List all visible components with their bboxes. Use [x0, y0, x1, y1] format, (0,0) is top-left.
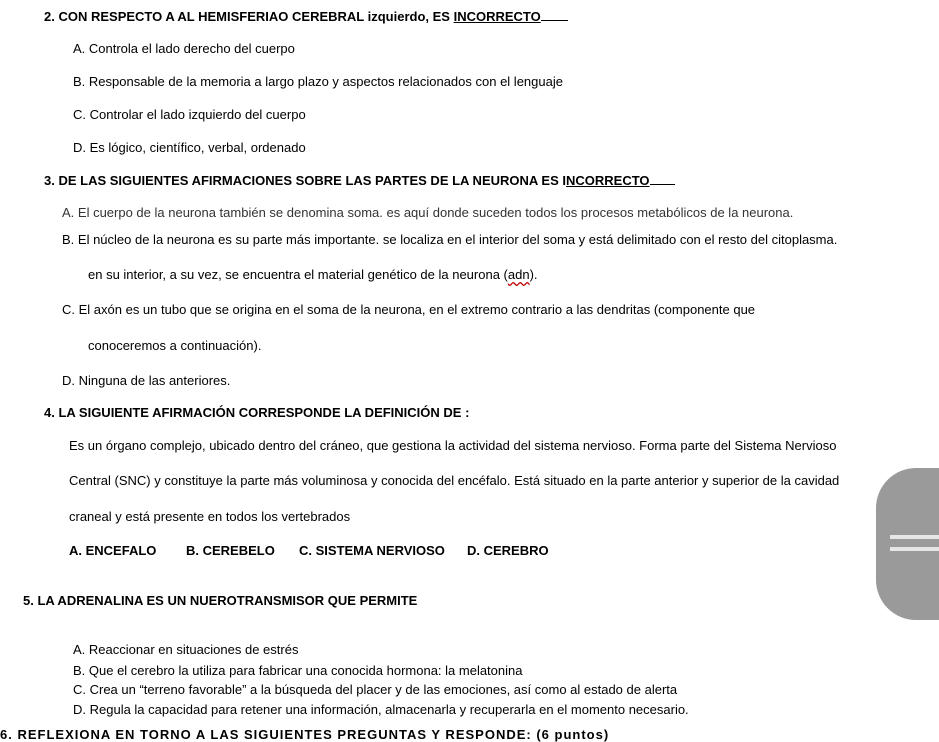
question-6-stem-cutoff: 6. REFLEXIONA EN TORNO A LAS SIGUIENTES PREGUNTAS Y RESPONDE: (6 puntos) — [0, 727, 610, 742]
question-4-option-c: C. SISTEMA NERVIOSO — [299, 543, 445, 558]
question-4-text-line2: Central (SNC) y constituye la parte más voluminosa y conocida del encéfalo. Está situado en la parte anterior y superior de la cavidad — [69, 473, 840, 488]
question-4-option-a: A. ENCEFALO — [69, 543, 157, 558]
question-3-text: 3. DE LAS SIGUIENTES AFIRMACIONES SOBRE LAS PARTES DE LA NEURONA ES I — [44, 173, 566, 188]
question-5-option-a: A. Reaccionar en situaciones de estrés — [73, 642, 299, 657]
question-5-stem: 5. LA ADRENALINA ES UN NUEROTRANSMISOR QUE PERMITE — [23, 593, 418, 608]
question-2-option-b: B. Responsable de la memoria a largo plazo y aspectos relacionados con el lenguaje — [73, 74, 563, 89]
question-2-option-a: A. Controla el lado derecho del cuerpo — [73, 41, 295, 56]
question-3-option-b-line2-pre: en su interior, a su vez, se encuentra el material genético de la neurona ( — [88, 267, 508, 282]
question-3-option-b-line2-post: ). — [529, 267, 538, 282]
question-2-emphasis: INCORRECTO — [453, 9, 541, 24]
side-panel-handle[interactable] — [876, 468, 939, 620]
question-4-option-d: D. CEREBRO — [467, 543, 549, 558]
question-2-blank — [541, 8, 568, 21]
question-2-number: 2. — [44, 9, 55, 24]
handle-grip-top — [890, 535, 939, 539]
spellcheck-word: adn — [507, 267, 530, 282]
question-4-text-line3: craneal y está presente en todos los vertebrados — [69, 509, 351, 524]
question-3-option-c-line1: C. El axón es un tubo que se origina en el soma de la neurona, en el extremo contrario a las dendritas (componente que — [62, 302, 756, 317]
question-4-text-line1: Es un órgano complejo, ubicado dentro del cráneo, que gestiona la actividad del sistema nervioso. Forma parte del Sistema Nervioso — [69, 438, 837, 453]
question-3-option-c-line2: conoceremos a continuación). — [88, 338, 262, 353]
question-3-option-d: D. Ninguna de las anteriores. — [62, 373, 231, 388]
question-2-stem — [44, 8, 568, 25]
question-3-stem — [44, 172, 675, 189]
question-5-option-c: C. Crea un “terreno favorable” a la búsqueda del placer y de las emociones, así como al estado de alerta — [73, 682, 678, 697]
question-2-option-c: C. Controlar el lado izquierdo del cuerpo — [73, 107, 306, 122]
question-3-option-b-line2 — [88, 267, 538, 283]
question-3-emphasis: NCORRECTO — [565, 173, 650, 188]
question-3-option-b-line1: B. El núcleo de la neurona es su parte más importante. se localiza en el interior del soma y está delimitado con el resto del citoplasma. — [62, 232, 838, 247]
question-2-text: CON RESPECTO A AL HEMISFERIAO CEREBRAL izquierdo, ES — [58, 9, 454, 24]
question-5-option-b: B. Que el cerebro la utiliza para fabricar una conocida hormona: la melatonina — [73, 663, 523, 678]
question-4-stem: 4. LA SIGUIENTE AFIRMACIÓN CORRESPONDE LA DEFINICIÓN DE : — [44, 405, 470, 420]
question-3-option-a: A. El cuerpo de la neurona también se denomina soma. es aquí donde suceden todos los procesos metabólicos de la neurona. — [62, 205, 794, 220]
handle-grip-bottom — [890, 547, 939, 551]
question-2-option-d: D. Es lógico, científico, verbal, ordenado — [73, 140, 306, 155]
question-4-option-b: B. CEREBELO — [186, 543, 275, 558]
question-3-blank — [650, 172, 675, 185]
question-5-option-d: D. Regula la capacidad para retener una información, almacenarla y recuperarla en el momento necesario. — [73, 702, 689, 717]
